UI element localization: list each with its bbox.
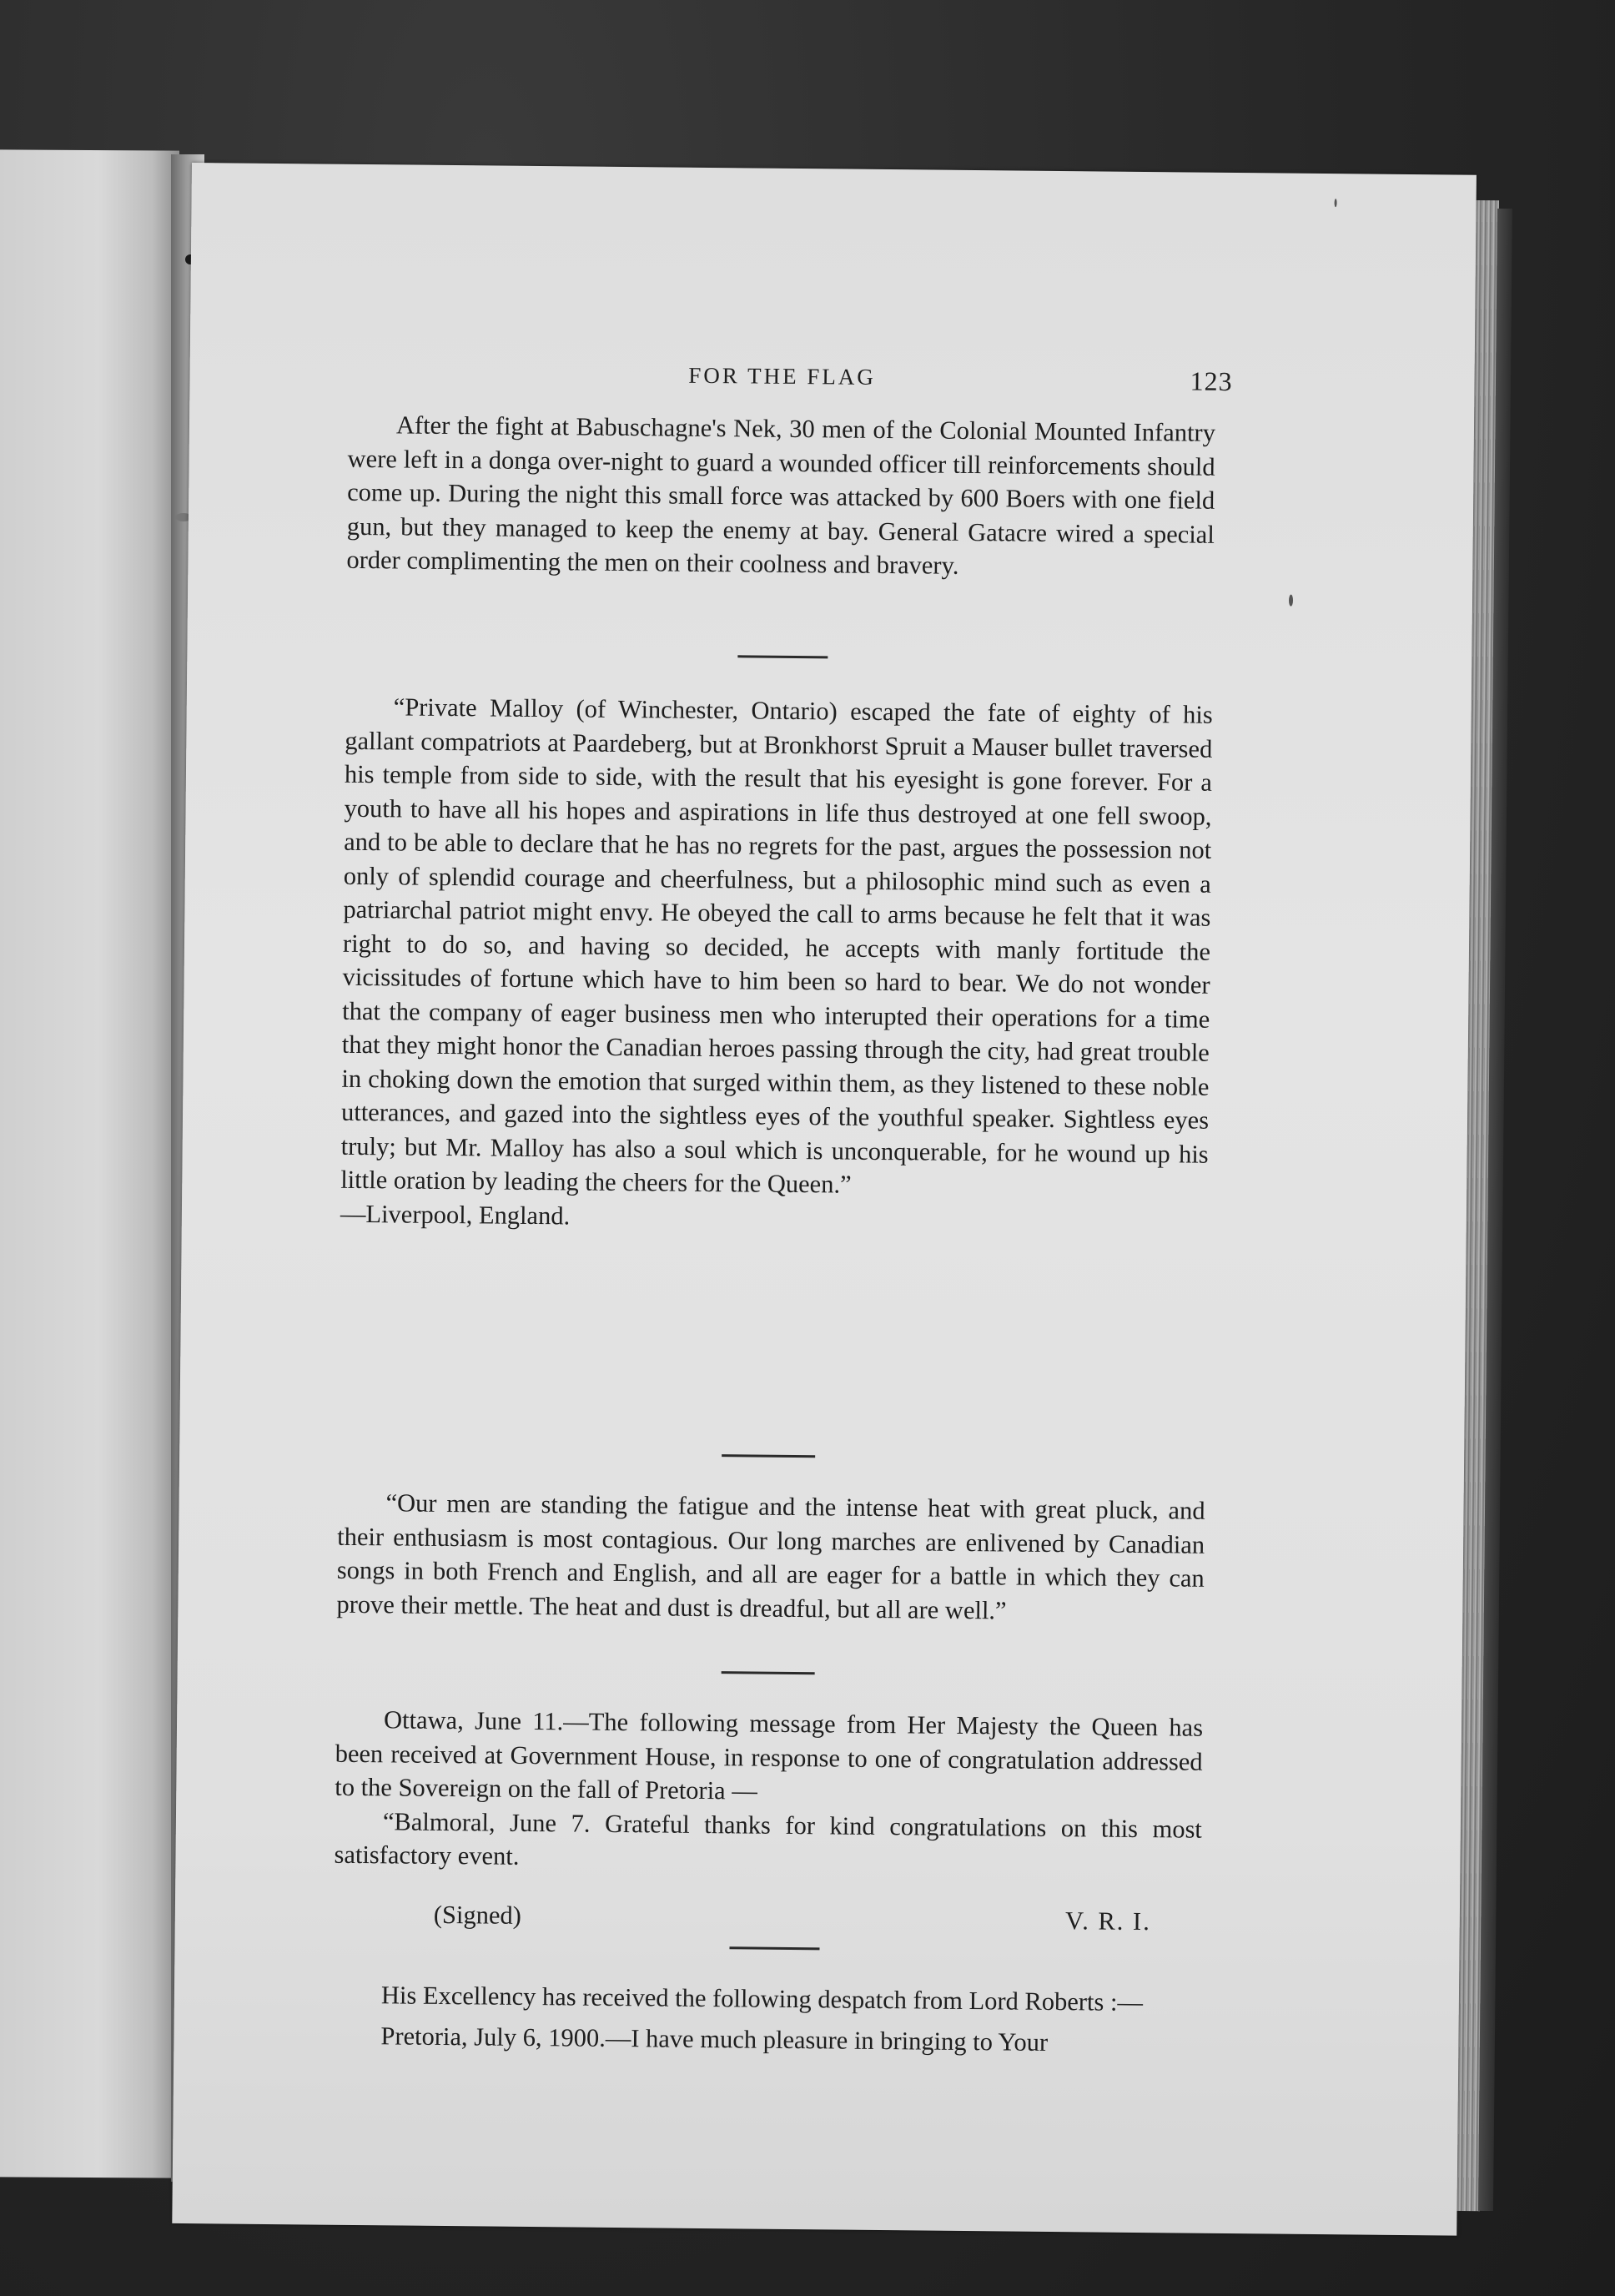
paragraph-ottawa bbox=[334, 1703, 1203, 1880]
page-number: 123 bbox=[1190, 365, 1233, 396]
paragraph-text: His Excellency has received the following despatch from Lord Roberts :— bbox=[380, 1981, 1144, 2017]
paragraph-text: Ottawa, June 11.—The following message from Her Majesty the Queen has been received at Government House, in response to one of congratulation addressed to the Sovereign on the fall of Pretoria — bbox=[335, 1705, 1204, 1805]
paragraph-text: “Private Malloy (of Winchester, Ontario) escaped the fate of eighty of his gallant compatriots at Paardeberg, but at Bronkhorst Spruit a Mauser bullet traversed his temple from side to side, with the result that his eyesight is gone forever. For a youth to have all his hopes and aspirations in life thus destroyed at one fell swoop, and to be able to declare that he has no regrets for the past, argues the possession not only of splendid courage and cheerfulness, but a philosophic mind such as even a patriarchal patriot might envy. He obeyed the call to arms because he felt that it was right to do so, and having so decided, he accepts with manly fortitude the vicissitudes of fortune which have to him been so hard to bear. We do not wonder that the company of eager business men who interupted their operations for a time that they might honor the Canadian heroes passing through the city, had great trouble in choking down the emotion that surged within them, as they listened to these noble utterances, and gazed into the sightless eyes of the youthful speaker. Sightless eyes truly; but Mr. Malloy has also a soul which is unconquerable, for he wound up his little oration by leading the cheers for the Queen.” bbox=[340, 692, 1213, 1199]
running-head bbox=[348, 358, 1233, 400]
signed-label: (Signed) bbox=[433, 1900, 522, 1930]
section-divider bbox=[729, 1946, 819, 1950]
paper-speck bbox=[1289, 595, 1293, 607]
paragraph-malloy bbox=[340, 690, 1213, 1239]
signoff-line bbox=[334, 1900, 1201, 1941]
book-page bbox=[172, 163, 1477, 2236]
paragraph-text: After the fight at Babuschagne's Nek, 30 men of the Colonial Mounted Infantry were left in a donga over-night to guard a wounded officer till reinforcements should come up. During the night this small force was attacked by 600 Boers with one field gun, but they managed to keep the enemy at bay. General Gatacre wired a special order complimenting the men on their coolness and bravery. bbox=[346, 410, 1216, 580]
quote-source: —Liverpool, England. bbox=[340, 1199, 571, 1230]
section-divider bbox=[722, 1671, 815, 1674]
vri-signature: V. R. I. bbox=[1064, 1906, 1151, 1936]
paper-speck bbox=[1335, 199, 1337, 207]
paragraph-roberts bbox=[332, 1978, 1200, 2061]
paragraph-text: “Balmoral, June 7. Grateful thanks for kind congratulations on this most satisfactory event. bbox=[334, 1806, 1203, 1871]
section-divider bbox=[737, 655, 828, 658]
running-title: FOR THE FLAG bbox=[688, 362, 876, 390]
page-content bbox=[334, 358, 1233, 2057]
paragraph-text: Pretoria, July 6, 1900.—I have much pleasure in bringing to Your bbox=[380, 2021, 1049, 2057]
paragraph-babuschagne bbox=[346, 408, 1215, 585]
previous-page-edge bbox=[0, 149, 179, 2178]
section-divider bbox=[722, 1454, 815, 1458]
paragraph-text: “Our men are standing the fatigue and the intense heat with great pluck, and their enthusiasm is most contagious. Our long marches are enlivened by Canadian songs in both French and English, and all are eager for a battle in which they can prove their mettle. The heat and dust is dreadful, but all are well.” bbox=[336, 1488, 1205, 1624]
paragraph-our-men bbox=[336, 1486, 1205, 1629]
